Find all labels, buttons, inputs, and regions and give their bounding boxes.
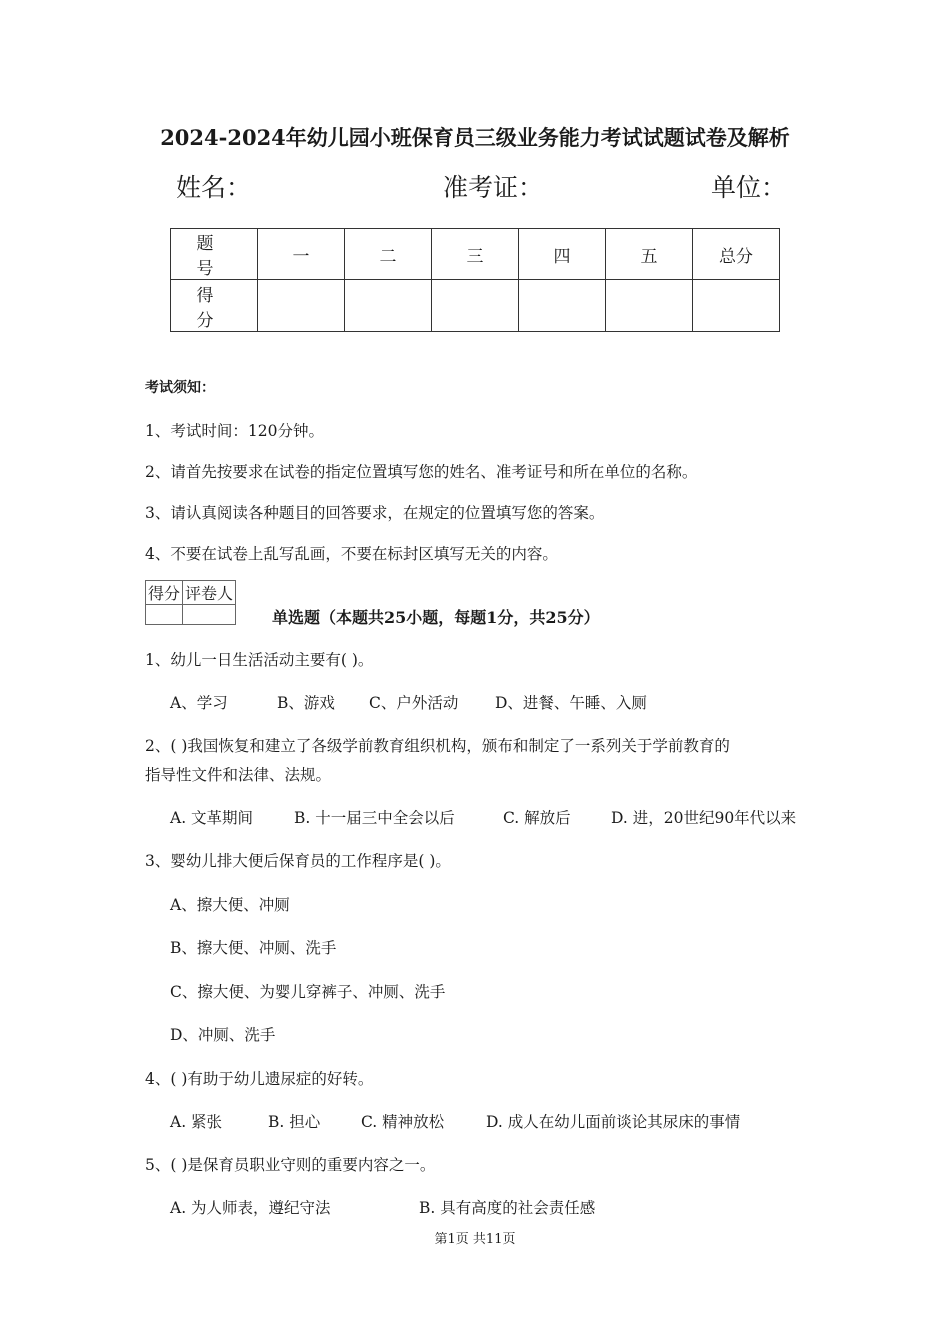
grader-score-cell[interactable] [146, 605, 183, 625]
notice-heading: 考试须知： [145, 380, 215, 396]
option[interactable]: A、擦大便、冲厕 [170, 896, 290, 914]
option[interactable]: A、学习 [170, 694, 228, 712]
score-cell[interactable] [345, 280, 432, 332]
score-cell[interactable] [258, 280, 345, 332]
option[interactable]: B. 十一届三中全会以后 [294, 809, 455, 827]
page-title: 2024-2024年幼儿园小班保育员三级业务能力考试试题试卷及解析 [160, 125, 790, 150]
option[interactable]: D、冲厕、洗手 [170, 1026, 276, 1044]
notice-item: 4、不要在试卷上乱写乱画，不要在标封区填写无关的内容。 [145, 545, 558, 563]
question-stem-continued: 指导性文件和法律、法规。 [145, 766, 332, 784]
question-stem: 3、婴幼儿排大便后保育员的工作程序是( )。 [145, 852, 451, 870]
score-table-score-row [171, 280, 780, 332]
score-table-header-cell: 三 [432, 229, 519, 280]
score-table-header-cell: 题 号 [171, 229, 258, 280]
option[interactable]: C. 解放后 [503, 809, 571, 827]
option[interactable]: A. 文革期间 [170, 809, 254, 827]
score-table [170, 228, 780, 332]
question-stem: 1、幼儿一日生活活动主要有( )。 [145, 651, 374, 669]
score-cell[interactable] [432, 280, 519, 332]
unit-label: 单位： [711, 173, 787, 202]
option[interactable]: B、游戏 [277, 694, 335, 712]
option[interactable]: D、进餐、午睡、入厕 [495, 694, 647, 712]
option[interactable]: B. 担心 [268, 1113, 321, 1131]
score-table-header-row [171, 229, 780, 280]
score-cell[interactable] [519, 280, 606, 332]
option[interactable]: A. 紧张 [170, 1113, 223, 1131]
section-title: 单选题（本题共25小题，每题1分，共25分） [272, 608, 600, 627]
score-row-label: 得 分 [171, 280, 258, 332]
score-table-header-cell: 二 [345, 229, 432, 280]
score-cell[interactable] [693, 280, 780, 332]
grader-name-label: 评卷人 [183, 581, 236, 605]
question-stem: 2、( )我国恢复和建立了各级学前教育组织机构，颁布和制定了一系列关于学前教育的 [145, 737, 730, 755]
option[interactable]: B、擦大便、冲厕、洗手 [170, 939, 337, 957]
exam-id-label: 准考证： [443, 173, 544, 202]
option[interactable]: C. 精神放松 [361, 1113, 445, 1131]
grader-score-label: 得分 [146, 581, 183, 605]
score-table-header-cell: 总分 [693, 229, 780, 280]
option[interactable]: C、擦大便、为婴儿穿裤子、冲厕、洗手 [170, 983, 446, 1001]
notice-item: 3、请认真阅读各种题目的回答要求，在规定的位置填写您的答案。 [145, 504, 605, 522]
score-cell[interactable] [606, 280, 693, 332]
notice-item: 2、请首先按要求在试卷的指定位置填写您的姓名、准考证号和所在单位的名称。 [145, 463, 698, 481]
name-label: 姓名： [176, 173, 252, 202]
notice-item: 1、考试时间：120分钟。 [145, 422, 324, 440]
option[interactable]: B. 具有高度的社会责任感 [419, 1199, 596, 1217]
grader-name-cell[interactable] [183, 605, 236, 625]
option[interactable]: C、户外活动 [369, 694, 459, 712]
score-table-header-cell: 五 [606, 229, 693, 280]
option[interactable]: A. 为人师表，遵纪守法 [170, 1199, 331, 1217]
page-footer: 第1页 共11页 [434, 1232, 516, 1247]
option[interactable]: D. 进，20世纪90年代以来 [611, 809, 797, 827]
score-table-header-cell: 一 [258, 229, 345, 280]
question-stem: 5、( )是保育员职业守则的重要内容之一。 [145, 1156, 436, 1174]
option[interactable]: D. 成人在幼儿面前谈论其尿床的事情 [486, 1113, 741, 1131]
grader-box [145, 580, 236, 625]
score-table-header-cell: 四 [519, 229, 606, 280]
question-stem: 4、( )有助于幼儿遗尿症的好转。 [145, 1070, 374, 1088]
